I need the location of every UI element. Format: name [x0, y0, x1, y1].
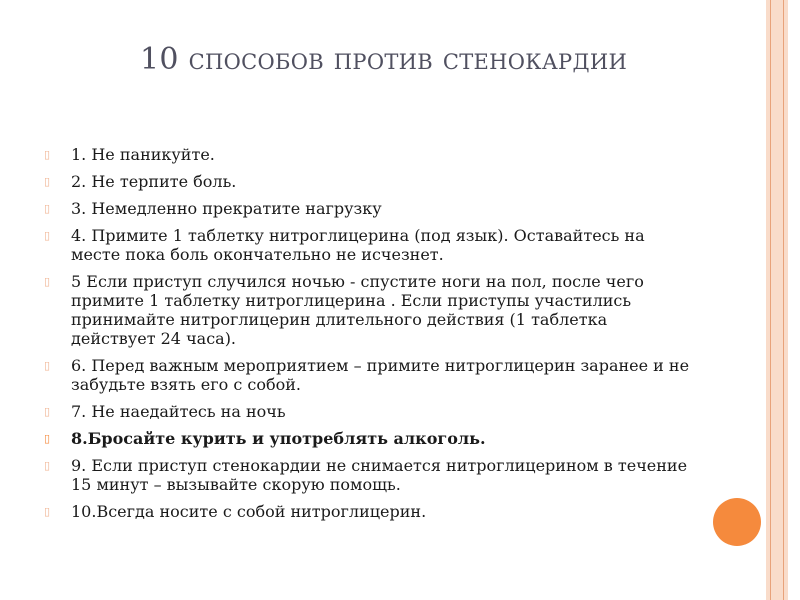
list-item	[44, 172, 694, 191]
border-line-left	[770, 0, 771, 600]
list-item-text: 1. Не паникуйте.	[71, 145, 215, 164]
list-item-text: 5 Если приступ случился ночью - спустите ноги на пол, после чего примите 1 таблетку нитроглицерина . Если приступы участились принимайте нитроглицерин длительного действия (1 таблетка действует 24 часа).	[71, 272, 644, 348]
list-item	[44, 402, 694, 421]
bullet-icon: ▯	[44, 432, 51, 445]
bullet-icon: ▯	[44, 405, 51, 418]
list-item-text: 3. Немедленно прекратите нагрузку	[71, 199, 382, 218]
bullet-icon: ▯	[44, 359, 51, 372]
slide-content	[44, 145, 694, 529]
list-item	[44, 145, 694, 164]
list-item-text: 10.Всегда носите с собой нитроглицерин.	[71, 502, 427, 521]
orange-circle-decoration	[713, 498, 761, 546]
list-item-text: 7. Не наедайтесь на ночь	[71, 402, 286, 421]
list-item-text: 4. Примите 1 таблетку нитроглицерина (под язык). Оставайтесь на месте пока боль окончательно не исчезнет.	[71, 226, 645, 264]
bullet-list	[44, 145, 694, 521]
bullet-icon: ▯	[44, 148, 51, 161]
list-item-text: 6. Перед важным мероприятием – примите нитроглицерин заранее и не забудьте взять его с собой.	[71, 356, 690, 394]
bullet-icon: ▯	[44, 275, 51, 288]
list-item	[44, 356, 694, 394]
list-item	[44, 199, 694, 218]
border-line-right	[783, 0, 784, 600]
list-item	[44, 226, 694, 264]
bullet-icon: ▯	[44, 202, 51, 215]
bullet-icon: ▯	[44, 505, 51, 518]
bullet-icon: ▯	[44, 175, 51, 188]
list-item	[44, 272, 694, 348]
bullet-icon: ▯	[44, 229, 51, 242]
list-item	[44, 502, 694, 521]
list-item-text: 9. Если приступ стенокардии не снимается нитроглицерином в течение 15 минут – вызывайте скорую помощь.	[71, 456, 688, 494]
list-item-text: 8.Бросайте курить и употреблять алкоголь.	[71, 429, 486, 448]
list-item	[44, 456, 694, 494]
slide-title: 10 способов против стенокардии	[140, 42, 628, 77]
list-item-text: 2. Не терпите боль.	[71, 172, 237, 191]
bullet-icon: ▯	[44, 459, 51, 472]
list-item	[44, 429, 694, 448]
